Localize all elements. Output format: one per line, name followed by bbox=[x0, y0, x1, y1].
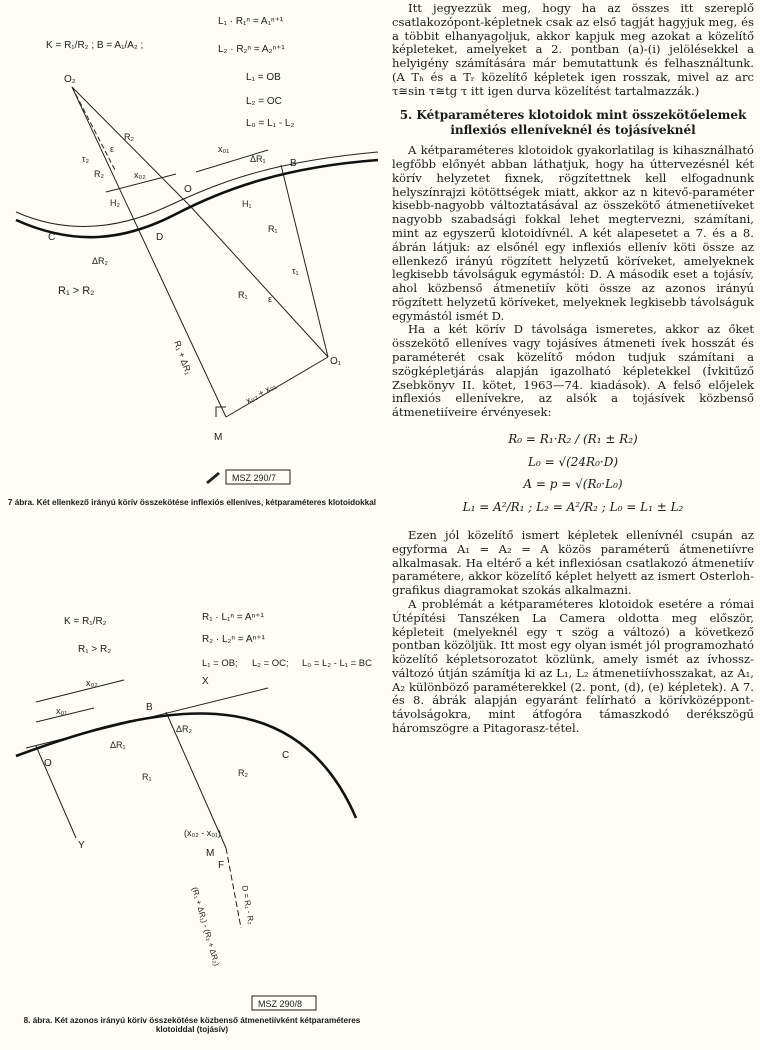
fig7-label-h2: H₂ bbox=[110, 198, 120, 208]
fig7-line-o2-dashed bbox=[72, 87, 116, 172]
fig8-label-x02: x₀₂ bbox=[86, 678, 98, 688]
fig8-point-m: M bbox=[206, 848, 215, 859]
fig7-point-c: C bbox=[48, 232, 56, 243]
fig8-x-label: X bbox=[202, 676, 209, 687]
fig7-formula-def1: L₁ = OB bbox=[246, 72, 281, 83]
fig7-stamp: MSZ 290/7 bbox=[232, 473, 277, 483]
fig7-label-r1: R₁ bbox=[268, 224, 278, 234]
fig7-line-o-o1 bbox=[191, 207, 328, 357]
fig7-label-x02: x₀₂ bbox=[134, 170, 146, 180]
fig7-label-tau2: τ₂ bbox=[82, 154, 90, 164]
fig8-label-x01: x₀₁ bbox=[56, 706, 68, 716]
paragraph-2: Ha a két körív D távolsága ismeretes, akkor az őket összekötő elleníves vagy tojásíves átmeneti ívek hosszát és paraméterét csak közelítő módon tudjuk számítani a szögképletjárás alapján igazolható képletekkel (Ívkitűző Zsebkönyv II. kötet, 1963—74. kiadások). A felső előjelek inflexiós ellenívekre, az alsók a tojásívek közbenső átmenetiíveire érvényesek: bbox=[392, 322, 754, 420]
fig8-label-x-diff: (x₀₂ - x₀₁) bbox=[184, 828, 221, 838]
fig8-label-dr2: ΔR₂ bbox=[176, 724, 193, 734]
article-column bbox=[392, 2, 754, 736]
formula-a: A = p = √(R₀·L₀) bbox=[523, 477, 623, 492]
figure-7 bbox=[6, 2, 378, 507]
fig8-condition: R₁ > R₂ bbox=[78, 644, 112, 655]
intro-paragraph: Itt jegyezzük meg, hogy ha az összes itt szereplő csatlakozópont-képletnek csak az első tagját hagyjuk meg, és a többit elhanyagoljuk, akkor kapjuk meg azokat a közelítő képleteket, amelyeket a 2. pontban (a)-(i) jelölésekkel a helyigény számítására már bemutattunk és felhasználtunk. (A Tₕ és a Tᵣ közelítő képletek igen rosszak, mivel az arc τ≅sin τ≅tg τ itt igen durva közelítést tartalmazzák.) bbox=[392, 1, 754, 98]
fig8-line-m-f bbox=[226, 848, 241, 928]
fig7-label-r1-dr1: R₁ + ΔR₁ bbox=[172, 339, 194, 376]
fig8-point-f: F bbox=[218, 860, 225, 871]
fig7-label-eps1: ε bbox=[268, 294, 273, 304]
fig8-formula-def1: L₁ = OB; bbox=[202, 658, 238, 669]
figure-7-diagram bbox=[6, 2, 378, 498]
fig7-construction-lines bbox=[16, 87, 378, 417]
fig7-point-m: M bbox=[214, 432, 223, 443]
paragraph-1: A kétparaméteres klotoidok gyakorlatilag is kihasználható legfőbb előnyét abban láthatjuk, hogy ha úttervezésnél két körív helyzetet fixnek, rögzítettnek kell elfogadnunk helyszínrajzi kötöttségek miatt, akkor az n kitevő-paraméter kisebb-nagyobb változtatásával az összekötő átmenetiíveket nagyobb szabadsági fokkal lehet megtervezni, számítani, mint az egyszerű klotoidívnél. A két alapesetet a 7. és a 8. ábrán látjuk: az elsőnél egy inflexiós ellenív köti össze az ellenkező irányú rögzített helyzetű köríveket, amelyeknek legkisebb távolságuk egymástól: D. A második eset a tojásív, ahol közbenső átmenetiív köti össze az azonos irányú rögzített helyzetű köríveket, melyeknek legkisebb távolságuk egymástól ismét D. bbox=[392, 143, 754, 323]
fig7-label-dr2: ΔR₂ bbox=[92, 256, 109, 266]
fig8-y-label: Y bbox=[78, 840, 85, 851]
fig8-label-r1: R₁ bbox=[142, 772, 152, 782]
formula-l0: L₀ = √(24R₀·D) bbox=[527, 454, 619, 469]
fig8-label-r2: R₂ bbox=[238, 768, 248, 778]
fig7-point-b: B bbox=[290, 158, 297, 169]
fig8-y-axis bbox=[36, 746, 76, 838]
fig8-label-r-diff: (R₁ + ΔR₁) - (R₂ + ΔR₂) bbox=[190, 886, 222, 967]
pen-icon bbox=[206, 472, 220, 484]
fig7-formula-k: K = R₁/R₂ ; B = A₁/A₂ ; bbox=[46, 40, 144, 51]
fig7-label-r1b: R₁ bbox=[238, 290, 248, 300]
fig7-line-o2-o bbox=[72, 87, 191, 207]
fig7-formula-l2: L₂ · R₂ⁿ = A₂ⁿ⁺¹ bbox=[218, 44, 285, 55]
formula-block bbox=[392, 428, 754, 519]
fig8-formula-def2: L₂ = OC; bbox=[252, 658, 289, 669]
fig7-label-eps: ε bbox=[110, 144, 115, 154]
fig7-formula-def3: L₀ = L₁ - L₂ bbox=[246, 118, 295, 129]
fig8-dim-x02 bbox=[36, 680, 124, 702]
fig7-label-r2: R₂ bbox=[124, 132, 134, 142]
paragraph-4: A problémát a kétparaméteres klotoidok esetére a római Útépítési Tanszéken La Camera oldotta meg először, képleteit (melyeknél egy τ szög a változó) a következő pontban közöljük. Itt most egy olyan ismét jól programozható közelítő képletsorozatot közlünk, amely ismét az ívhossz-változó útján számítja ki az L₁, L₂ átmenetiívhosszakat, az A₁, A₂ különböző paraméterekkel (2. pont, (d), (e) képletek). A 7. és 8. ábrák alapján egyaránt felírható a körívközéppont-távolságokra, mint átfogóra támaszkodó derékszögű háromszögre a Pitagorasz-tétel. bbox=[392, 596, 754, 735]
fig7-caption: 7 ábra. Két ellenkező irányú körív összekötése inflexiós elleníves, kétparaméteres klotoidokkal bbox=[7, 498, 377, 507]
fig8-label-d: D = R₁ - R₂ bbox=[240, 884, 256, 926]
fig8-formula-def3: L₀ = L₂ - L₁ = BC bbox=[302, 658, 372, 669]
paragraph-3: Ezen jól közelítő ismert képletek ellenívnél csupán az egyforma A₁ = A₂ = A közös paraméterű átmenetiívre alkalmasak. Ha eltérő a két inflexiósan csatlakozó átmenetiív paramétere, akkor közelítő képlet helyett az ismert Osterloh-grafikus diagramokat szokás alkalmazni. bbox=[392, 528, 754, 598]
fig7-label-x-sum: x₀₂ + x₀₁ bbox=[244, 380, 278, 406]
fig8-formula-l1: R₁ · L₁ⁿ = Aⁿ⁺¹ bbox=[202, 612, 264, 623]
fig7-base-line bbox=[16, 152, 378, 227]
fig8-formula-k: K = R₁/R₂ bbox=[64, 616, 107, 627]
fig8-label-dr1: ΔR₁ bbox=[110, 740, 126, 750]
fig7-point-o2: O₂ bbox=[64, 74, 76, 85]
fig8-point-b: B bbox=[146, 702, 153, 713]
fig7-line-m-o1 bbox=[226, 357, 328, 417]
fig8-formula-l2: R₂ · L₂ⁿ = Aⁿ⁺¹ bbox=[202, 634, 265, 645]
fig7-label-h1: H₁ bbox=[242, 199, 252, 209]
fig7-formula-l1: L₁ · R₁ⁿ = A₁ⁿ⁺¹ bbox=[218, 16, 284, 27]
fig8-point-o: O bbox=[44, 758, 52, 769]
formula-l1-l2: L₁ = A²/R₁ ; L₂ = A²/R₂ ; L₀ = L₁ ± L₂ bbox=[462, 500, 684, 515]
fig7-point-o: O bbox=[184, 184, 192, 195]
fig7-line-b-o1 bbox=[281, 165, 328, 357]
fig7-label-x01: x₀₁ bbox=[218, 144, 230, 154]
fig7-label-dr1: ΔR₁ bbox=[250, 154, 266, 164]
fig7-right-angle-mark bbox=[216, 407, 226, 417]
figure-8 bbox=[6, 598, 378, 1035]
fig8-point-c: C bbox=[282, 750, 290, 761]
fig7-label-tau1: τ₁ bbox=[292, 266, 299, 276]
figure-8-diagram bbox=[6, 598, 378, 1016]
fig7-condition: R₁ > R₂ bbox=[58, 285, 95, 297]
fig8-caption: 8. ábra. Két azonos irányú körív összekötése közbenső átmenetiívként kétparaméteres klotoiddal (tojásív) bbox=[23, 1016, 361, 1035]
fig7-formula-def2: L₂ = OC bbox=[246, 96, 282, 107]
fig7-point-d: D bbox=[156, 232, 164, 243]
section-heading: 5. Kétparaméteres klotoidok mint összekötőelemek inflexiós elleníveknél és tojásíveknél bbox=[399, 108, 747, 137]
formula-r0: R₀ = R₁·R₂ / (R₁ ± R₂) bbox=[508, 431, 638, 446]
fig7-point-o1: O₁ bbox=[330, 356, 342, 367]
fig8-stamp: MSZ 290/8 bbox=[258, 999, 303, 1009]
fig7-label-r2b: R₂ bbox=[94, 169, 104, 179]
fig7-line-c-m bbox=[156, 267, 226, 417]
